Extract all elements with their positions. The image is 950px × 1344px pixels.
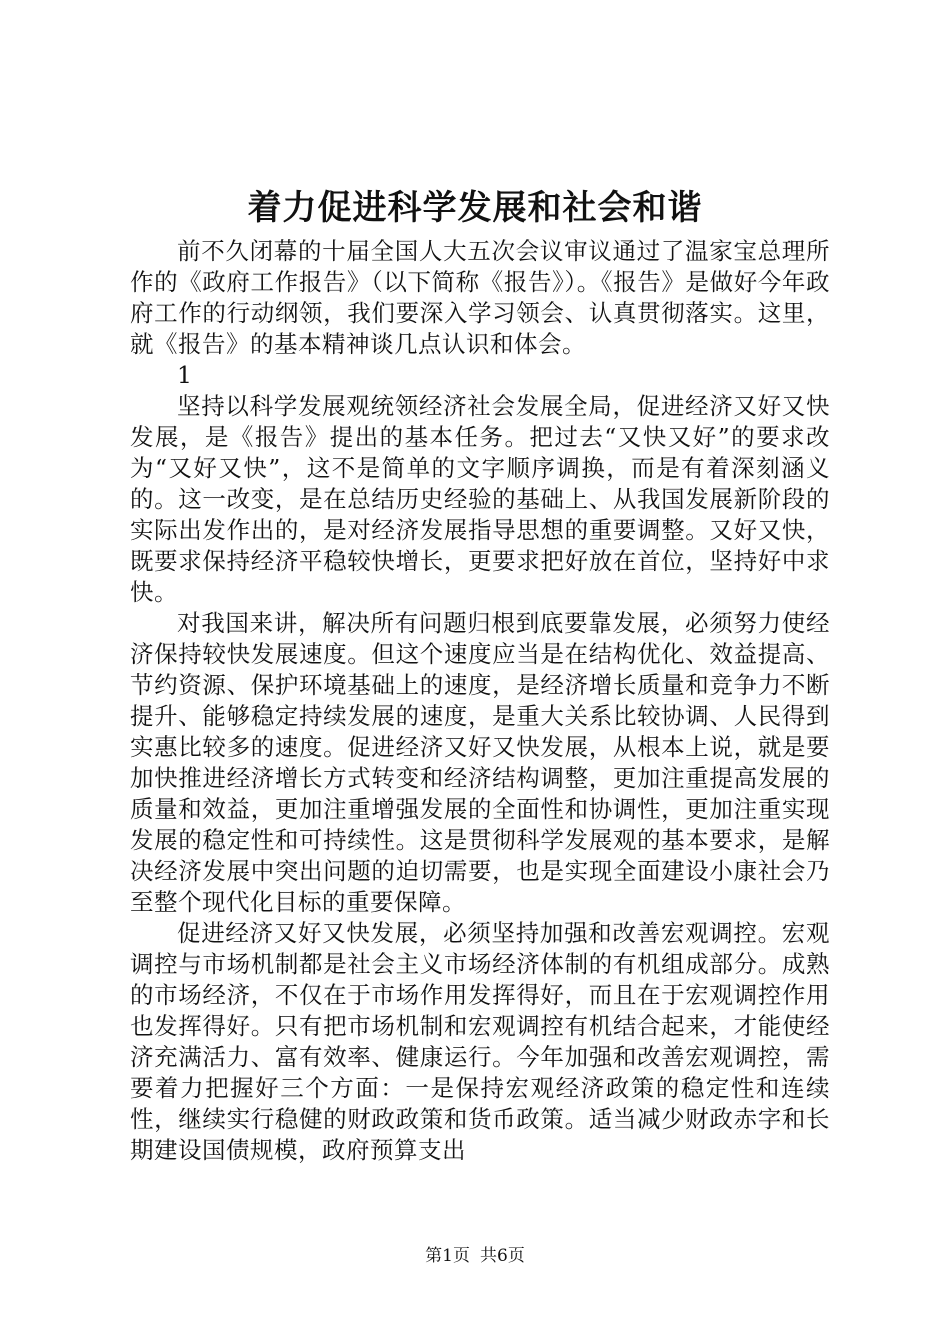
paragraph-2: 对我国来讲，解决所有问题归根到底要靠发展，必须努力使经济保持较快发展速度。但这个速度应当是在结构优化、效益提高、节约资源、保护环境基础上的速度，是经济增长质量和竞争力不断提升、能够稳定持续发展的速度，是重大关系比较协调、人民得到实惠比较多的速度。促进经济又好又快发展，从根本上说，就是要加快推进经济增长方式转变和经济结构调整，更加注重提高发展的质量和效益，更加注重增强发展的全面性和协调性，更加注重实现发展的稳定性和可持续性。这是贯彻科学发展观的基本要求，是解决经济发展中突出问题的迫切需要，也是实现全面建设小康社会乃至整个现代化目标的重要保障。 [130, 609, 830, 916]
page-total: 共6页 [480, 1246, 525, 1266]
page-footer [0, 1244, 950, 1268]
paragraph-1: 坚持以科学发展观统领经济社会发展全局，促进经济又好又快发展，是《报告》提出的基本任务。把过去“又快又好”的要求改为“又好又快”，这不是简单的文字顺序调换，而是有着深刻涵义的。这一改变，是在总结历史经验的基础上、从我国发展新阶段的实际出发作出的，是对经济发展指导思想的重要调整。又好又快，既要求保持经济平稳较快增长，更要求把好放在首位，坚持好中求快。 [130, 392, 830, 606]
document-body [130, 236, 830, 1166]
page-number: 第1页 [425, 1246, 470, 1266]
paragraph-intro: 前不久闭幕的十届全国人大五次会议审议通过了温家宝总理所作的《政府工作报告》（以下简称《报告》）。《报告》是做好今年政府工作的行动纲领，我们要深入学习领会、认真贯彻落实。这里，就《报告》的基本精神谈几点认识和体会。 [130, 237, 830, 358]
document-title: 着力促进科学发展和社会和谐 [247, 188, 703, 228]
section-number: 1 [177, 361, 193, 389]
paragraph-3: 促进经济又好又快发展，必须坚持加强和改善宏观调控。宏观调控与市场机制都是社会主义市场经济体制的有机组成部分。成熟的市场经济，不仅在于市场作用发挥得好，而且在于宏观调控作用也发挥得好。只有把市场机制和宏观调控有机结合起来，才能使经济充满活力、富有效率、健康运行。今年加强和改善宏观调控，需要着力把握好三个方面：一是保持宏观经济政策的稳定性和连续性，继续实行稳健的财政政策和货币政策。适当减少财政赤字和长期建设国债规模，政府预算支出 [130, 919, 830, 1164]
